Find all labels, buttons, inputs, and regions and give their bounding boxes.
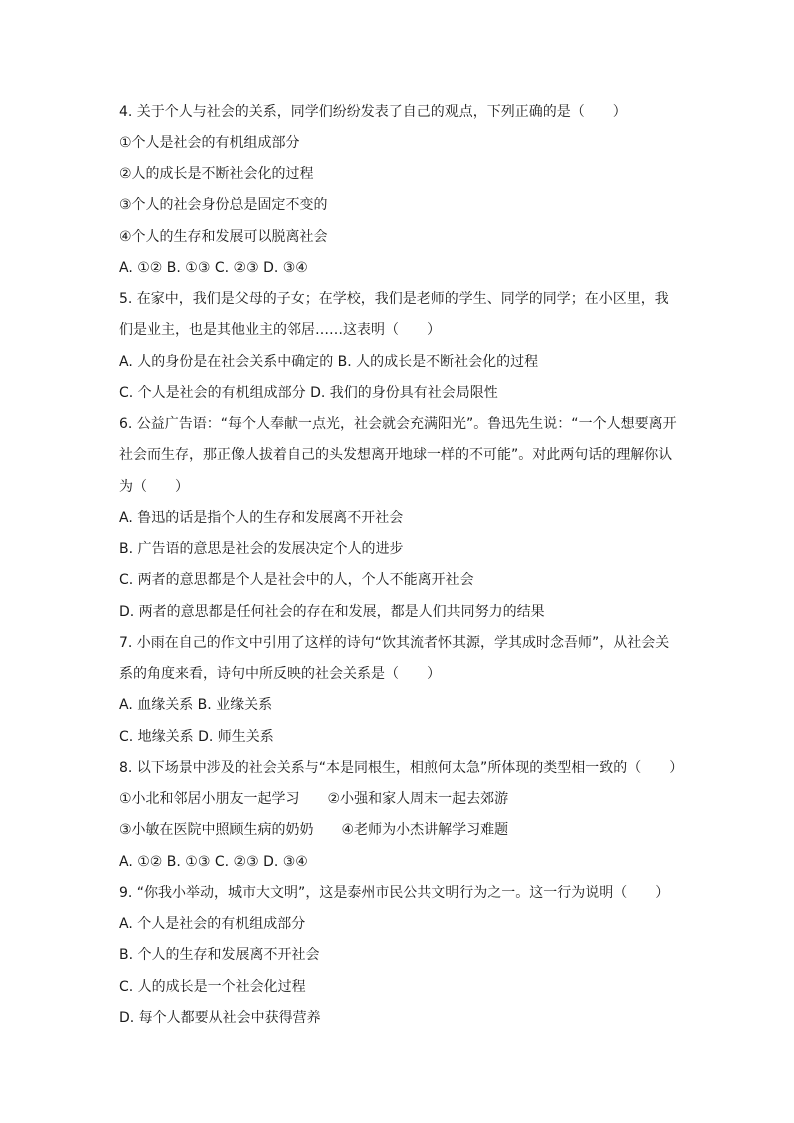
question-4-statement-1: ①个人是社会的有机组成部分 xyxy=(119,135,300,151)
question-5-stem-line-1: 5. 在家中，我们是父母的子女；在学校，我们是老师的学生、同学的同学；在小区里，我 xyxy=(119,291,669,307)
question-6-choice-d: D. 两者的意思都是任何社会的存在和发展，都是人们共同努力的结果 xyxy=(119,604,545,620)
question-8-choices: A. ①② B. ①③ C. ②③ D. ③④ xyxy=(119,854,308,870)
question-9-choice-c: C. 人的成长是一个社会化过程 xyxy=(119,979,306,995)
question-4-statement-4: ④个人的生存和发展可以脱离社会 xyxy=(119,229,328,245)
question-6-stem-line-1: 6. 公益广告语：“每个人奉献一点光，社会就会充满阳光”。鲁迅先生说：“一个人想要离开 xyxy=(119,416,677,432)
question-9-stem: 9. “你我小举动，城市大文明”，这是泰州市民公共文明行为之一。这一行为说明（ ） xyxy=(119,885,670,901)
question-8-statements-34: ③小敏在医院中照顾生病的奶奶 ④老师为小杰讲解学习难题 xyxy=(119,822,509,838)
question-4-stem: 4. 关于个人与社会的关系，同学们纷纷发表了自己的观点，下列正确的是（ ） xyxy=(119,104,627,120)
question-6-stem-line-3: 为（ ） xyxy=(119,479,189,495)
question-9-choice-d: D. 每个人都要从社会中获得营养 xyxy=(119,1010,321,1026)
question-5-stem-line-2: 们是业主，也是其他业主的邻居……这表明（ ） xyxy=(119,322,441,338)
question-9-choice-b: B. 个人的生存和发展离不开社会 xyxy=(119,947,320,963)
question-6-choice-c: C. 两者的意思都是个人是社会中的人，个人不能离开社会 xyxy=(119,572,474,588)
question-7-stem-line-2: 系的角度来看，诗句中所反映的社会关系是（ ） xyxy=(119,666,441,682)
question-5-choices-cd: C. 个人是社会的有机组成部分 D. 我们的身份具有社会局限性 xyxy=(119,385,498,401)
question-4-choices: A. ①② B. ①③ C. ②③ D. ③④ xyxy=(119,260,308,276)
question-7-choices-cd: C. 地缘关系 D. 师生关系 xyxy=(119,729,274,745)
question-7-choices-ab: A. 血缘关系 B. 业缘关系 xyxy=(119,697,273,713)
question-5-choices-ab: A. 人的身份是在社会关系中确定的 B. 人的成长是不断社会化的过程 xyxy=(119,354,539,370)
question-4-statement-2: ②人的成长是不断社会化的过程 xyxy=(119,166,314,182)
question-7-stem-line-1: 7. 小雨在自己的作文中引用了这样的诗句“饮其流者怀其源，学其成时念吾师”，从社会关 xyxy=(119,635,670,651)
question-6-choice-a: A. 鲁迅的话是指个人的生存和发展离不开社会 xyxy=(119,510,404,526)
question-8-stem: 8. 以下场景中涉及的社会关系与“本是同根生，相煎何太急”所体现的类型相一致的（ ） xyxy=(119,760,684,776)
question-6-choice-b: B. 广告语的意思是社会的发展决定个人的进步 xyxy=(119,541,404,557)
question-4-statement-3: ③个人的社会身份总是固定不变的 xyxy=(119,197,328,213)
question-9-choice-a: A. 个人是社会的有机组成部分 xyxy=(119,916,306,932)
question-6-stem-line-2: 社会而生存，那正像人拔着自己的头发想离开地球一样的不可能”。对此两句话的理解你认 xyxy=(119,447,673,463)
question-8-statements-12: ①小北和邻居小朋友一起学习 ②小强和家人周末一起去郊游 xyxy=(119,791,509,807)
